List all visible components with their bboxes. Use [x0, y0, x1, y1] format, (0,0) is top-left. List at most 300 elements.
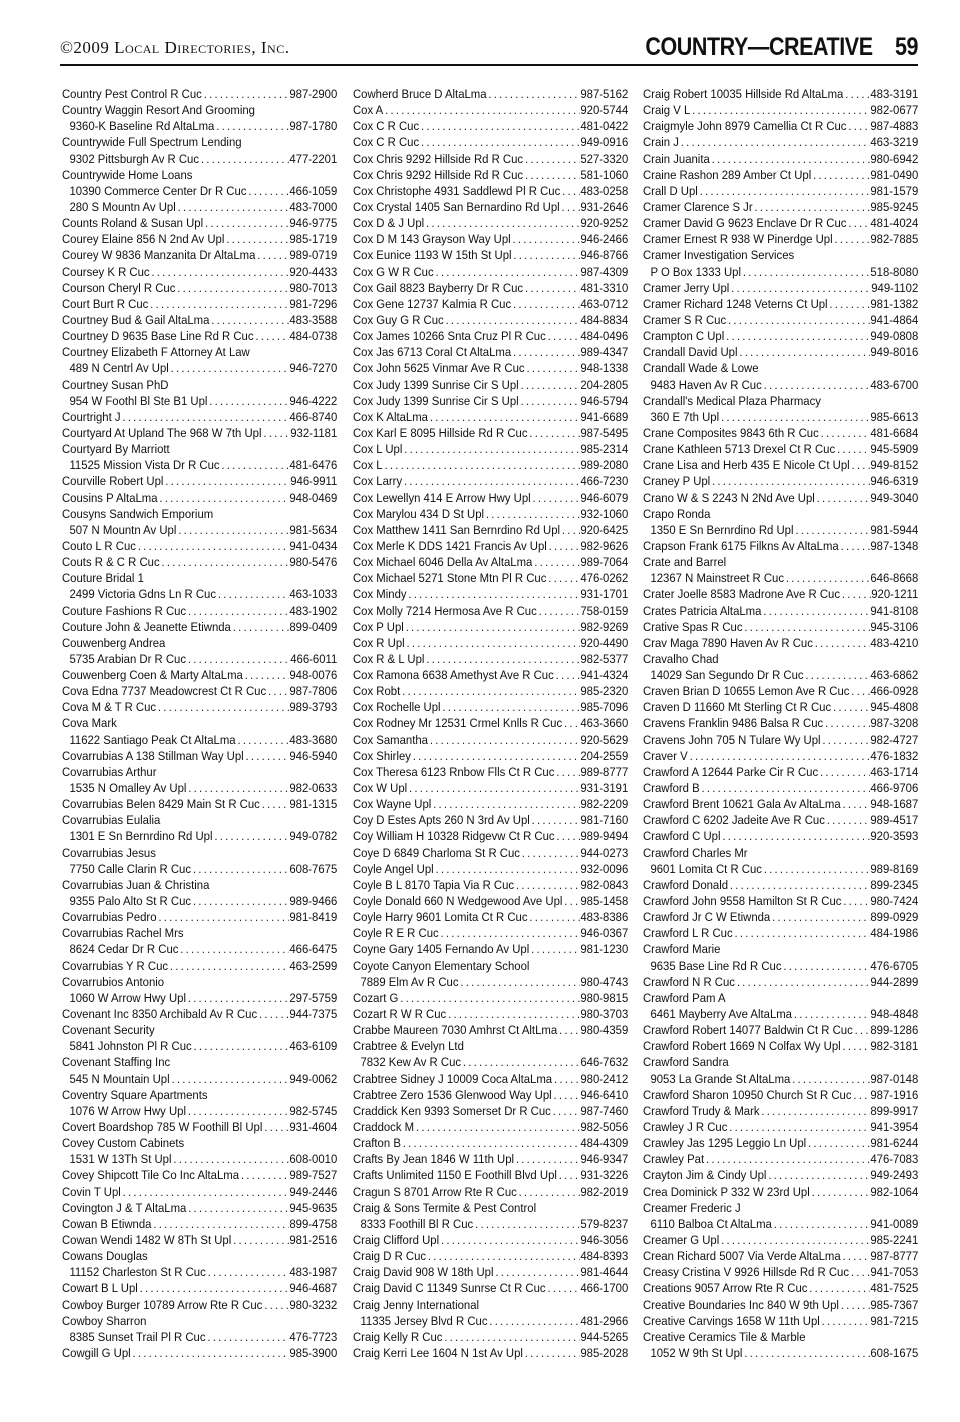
dot-leader [170, 1071, 290, 1087]
listing-entry [643, 554, 918, 570]
dot-leader [220, 457, 290, 473]
listing-name: Cox Marylou 434 D St Upl [353, 506, 485, 521]
dot-leader [514, 1151, 580, 1167]
listing-phone: 982-0633 [289, 781, 338, 796]
listing-entry [643, 893, 918, 909]
dot-leader [554, 764, 580, 780]
dot-leader [202, 86, 290, 102]
listing-phone: 941-0089 [870, 1216, 919, 1231]
listing-entry [62, 1264, 337, 1280]
listing-entry [353, 877, 628, 893]
listing-name: Cragun S 8701 Arrow Rte R Cuc [353, 1184, 517, 1199]
listing-name: Cox Chris 9292 Hillside Rd R Cuc [353, 167, 524, 182]
listing-name: Cox Guy G R Cuc [353, 312, 444, 327]
listing-phone: 931-3226 [580, 1168, 629, 1183]
dot-leader [724, 328, 870, 344]
listing-name: 507 N Mountn Av Upl [69, 522, 177, 537]
listing-name: 360 E 7th Upl [650, 409, 720, 424]
listing-name: Crandall Wade & Lowe [643, 361, 759, 376]
listing-phone: 982-5745 [289, 1103, 338, 1118]
listing-name: Craig Kelly R Cuc [353, 1329, 443, 1344]
copyright-publisher: ©2009 Local Directories, Inc. [60, 38, 290, 57]
listing-entry [62, 102, 337, 118]
listing-phone: 982-1064 [870, 1184, 919, 1199]
listing-phone: 948-4848 [870, 1007, 919, 1022]
dot-leader [806, 1135, 870, 1151]
listing-name: Crampton C Upl [643, 329, 725, 344]
listing-phone: 477-2201 [289, 151, 338, 166]
listing-phone: 989-4347 [580, 345, 629, 360]
listing-phone: 481-0422 [580, 119, 629, 134]
listing-name: Creamer Frederic J [643, 1200, 741, 1215]
listing-entry [62, 151, 337, 167]
listing-phone: 987-0148 [870, 1071, 919, 1086]
dot-leader [214, 118, 289, 134]
listing-phone: 985-2241 [870, 1232, 919, 1247]
listing-entry [62, 506, 337, 522]
listing-entry [62, 167, 337, 183]
dot-leader [176, 199, 290, 215]
dot-leader [244, 748, 290, 764]
listing-entry [353, 102, 628, 118]
listing-entry [643, 603, 918, 619]
listing-name: Cox Judy 1399 Sunrise Cir S Upl [353, 377, 519, 392]
listing-phone: 608-1675 [870, 1345, 919, 1360]
listing-phone: 484-8834 [580, 312, 629, 327]
listing-name: Crapo Ronda [643, 506, 711, 521]
listing-name: Coy William H 10328 Ridgevw Ct R Cuc [353, 829, 555, 844]
listing-phone: 949-2493 [870, 1168, 919, 1183]
listing-phone: 949-3040 [870, 490, 919, 505]
listing-entry [62, 893, 337, 909]
dot-leader [727, 1119, 870, 1135]
listing-entry [353, 1345, 628, 1361]
listing-entry [353, 1167, 628, 1183]
dot-leader [160, 554, 290, 570]
listing-phone: 463-3660 [580, 716, 629, 731]
listing-name: Cramer S R Cuc [643, 312, 727, 327]
listing-phone: 989-2080 [580, 458, 629, 473]
listing-phone: 920-5629 [580, 732, 629, 747]
listing-entry [62, 1103, 337, 1119]
dot-leader [720, 828, 870, 844]
listing-phone: 980-3703 [580, 1007, 629, 1022]
listing-phone: 981-1315 [289, 797, 338, 812]
listing-phone: 944-2899 [870, 974, 919, 989]
listing-entry [643, 974, 918, 990]
listing-name: Cox Shirley [353, 748, 411, 763]
dot-leader [224, 231, 289, 247]
listing-name: Crafts By Jean 1846 W 11th Upl [353, 1152, 515, 1167]
listing-name: 1301 E Sn Bernrdino Rd Upl [69, 829, 213, 844]
listing-phone: 481-6476 [289, 458, 338, 473]
dot-leader [157, 909, 290, 925]
dot-leader [150, 264, 290, 280]
dot-leader [407, 586, 581, 602]
listing-entry [643, 538, 918, 554]
listing-phone: 466-1700 [580, 1281, 629, 1296]
listing-entry [62, 570, 337, 586]
listing-name: Cox K AltaLma [353, 409, 428, 424]
listing-phone: 985-2320 [580, 684, 629, 699]
dot-leader [846, 215, 870, 231]
listing-phone: 466-0928 [870, 684, 919, 699]
listing-phone: 466-9706 [870, 781, 919, 796]
listing-name: Courson Cheryl R Cuc [62, 280, 176, 295]
listing-phone: 941-4324 [580, 668, 629, 683]
dot-leader [428, 732, 580, 748]
listing-name: Crative Spas R Cuc [643, 619, 743, 634]
listing-phone: 982-2019 [580, 1184, 629, 1199]
listing-entry [353, 457, 628, 473]
listing-phone: 981-6244 [870, 1136, 919, 1151]
dot-leader [461, 1054, 580, 1070]
listing-name: Cousins P AltaLma [62, 490, 158, 505]
listing-entry [353, 215, 628, 231]
listing-entry [62, 425, 337, 441]
listing-phone: 987-3208 [870, 716, 919, 731]
listing-phone: 949-1102 [871, 280, 919, 295]
dot-leader [398, 990, 580, 1006]
dot-leader [121, 409, 290, 425]
listing-name: 7832 Kew Av R Cuc [360, 1055, 462, 1070]
listing-phone: 899-9917 [870, 1103, 919, 1118]
listing-phone: 989-7527 [289, 1168, 338, 1183]
dot-leader [517, 1184, 581, 1200]
listing-name: 1076 W Arrow Hwy Upl [69, 1103, 186, 1118]
listing-name: Crawley Jas 1295 Leggio Ln Upl [643, 1136, 807, 1151]
listing-phone: 982-9269 [580, 619, 629, 634]
listing-name: Crawford L R Cuc [643, 926, 733, 941]
listing-entry [353, 231, 628, 247]
listing-entry [643, 990, 918, 1006]
listing-entry [643, 280, 918, 296]
listing-entry [353, 570, 628, 586]
listing-phone: 985-2028 [580, 1345, 629, 1360]
listing-entry [353, 312, 628, 328]
listing-entry [353, 1264, 628, 1280]
listing-phone: 484-8393 [580, 1249, 629, 1264]
listing-entry [643, 1054, 918, 1070]
dot-leader [484, 506, 580, 522]
dot-leader [529, 941, 580, 957]
dot-leader [551, 1103, 581, 1119]
listing-entry [643, 586, 918, 602]
listing-phone: 946-4687 [289, 1281, 338, 1296]
dot-leader [846, 118, 870, 134]
listing-entry [62, 683, 337, 699]
listing-entry [643, 570, 918, 586]
listing-entry [62, 441, 337, 457]
listing-name: Cousyns Sandwich Emporium [62, 506, 214, 521]
listing-entry [643, 441, 918, 457]
dot-leader [402, 441, 580, 457]
dot-leader [158, 490, 290, 506]
listing-name: Couture Fashions R Cuc [62, 603, 187, 618]
listing-name: Craig V L [643, 103, 691, 118]
listing-phone: 466-6475 [289, 942, 338, 957]
listing-entry [353, 1022, 628, 1038]
listing-name: 545 N Mountain Upl [69, 1071, 170, 1086]
listing-entry [353, 360, 628, 376]
listing-phone: 932-0096 [580, 861, 629, 876]
listing-phone: 466-8740 [289, 409, 338, 424]
listing-name: 954 W Foothl Bl Ste B1 Upl [69, 393, 208, 408]
listing-phone: 920-6425 [580, 522, 629, 537]
listing-entry [62, 134, 337, 150]
dot-leader [546, 1280, 581, 1296]
listing-entry [353, 554, 628, 570]
listing-phone: 483-0258 [580, 183, 629, 198]
listing-entry [62, 1200, 337, 1216]
listing-phone: 920-4490 [580, 635, 629, 650]
listing-phone: 989-9494 [580, 829, 629, 844]
listing-entry [62, 812, 337, 828]
listing-name: 9355 Palo Alto St R Cuc [69, 894, 192, 909]
listing-name: 9635 Base Line Rd R Cuc [650, 958, 782, 973]
listing-phone: 989-3793 [289, 700, 338, 715]
dot-leader [784, 570, 870, 586]
dot-leader [841, 796, 871, 812]
listing-phone: 981-8419 [289, 910, 338, 925]
listing-name: Country Pest Control R Cuc [62, 87, 202, 101]
dot-leader [191, 893, 289, 909]
listing-name: Coyle B L 8170 Tapia Via R Cuc [353, 877, 515, 892]
listing-name: Courtyard At Upland The 968 W 7th Upl [62, 425, 262, 440]
listing-entry [62, 215, 337, 231]
listing-entry [643, 215, 918, 231]
dot-leader [552, 1087, 581, 1103]
listing-phone: 981-7160 [580, 813, 629, 828]
listing-phone: 941-6689 [580, 409, 629, 424]
listing-entry [353, 941, 628, 957]
listing-entry [353, 344, 628, 360]
dot-leader [849, 683, 870, 699]
listing-name: Coye D 6849 Charloma St R Cuc [353, 845, 520, 860]
listing-entry [62, 264, 337, 280]
listing-name: Courtright J [62, 409, 121, 424]
dot-leader [531, 490, 581, 506]
listing-name: Crafts Unlimited 1150 E Foothill Blvd Upl [353, 1168, 557, 1183]
listing-phone: 987-1780 [289, 119, 338, 134]
listing-name: Crawford Sandra [643, 1055, 729, 1070]
dot-leader [552, 1071, 580, 1087]
listing-phone: 941-8108 [870, 603, 919, 618]
listing-name: Courtyard By Marriott [62, 442, 170, 457]
listing-name: Craven Brian D 10655 Lemon Ave R Cuc [643, 684, 850, 699]
listing-entry [353, 1313, 628, 1329]
listing-name: Cramer Investigation Services [643, 248, 795, 263]
listing-name: Courtney Susan PhD [62, 377, 169, 392]
listing-phone: 949-0808 [870, 329, 919, 344]
listing-name: Cravalho Chad [643, 651, 719, 666]
dot-leader [206, 1264, 290, 1280]
listing-phone: 946-4222 [289, 393, 338, 408]
listing-phone: 463-6862 [870, 668, 919, 683]
dot-leader [257, 1006, 289, 1022]
listing-entry [353, 667, 628, 683]
listing-name: Countrywide Home Loans [62, 167, 193, 182]
listing-name: Craig David 908 W 18th Upl [353, 1265, 494, 1280]
listing-phone: 899-0929 [870, 910, 919, 925]
listing-name: Creasy Cristina V 9926 Hillsde Rd R Cuc [643, 1265, 849, 1280]
dot-leader [555, 828, 581, 844]
listing-phone: 476-6705 [870, 958, 919, 973]
listing-name: Cox Michael 6046 Della Av AltaLma [353, 555, 533, 570]
listing-entry [643, 1167, 918, 1183]
listing-entry [62, 538, 337, 554]
dot-leader [562, 715, 580, 731]
dot-leader [810, 1184, 871, 1200]
listing-phone: 987-8777 [870, 1249, 919, 1264]
listing-name: Covert Boardshop 785 W Foothill Bl Upl [62, 1120, 263, 1134]
dot-leader [853, 1022, 871, 1038]
listing-phone: 981-1230 [580, 942, 629, 957]
listing-phone: 949-0062 [289, 1071, 338, 1086]
dot-leader [169, 360, 290, 376]
dot-leader [439, 1232, 580, 1248]
dot-leader [554, 667, 581, 683]
dot-leader [519, 393, 581, 409]
listing-entry [62, 1345, 337, 1361]
listing-entry [62, 877, 337, 893]
listing-phone: 608-7675 [289, 861, 338, 876]
listing-entry [643, 522, 918, 538]
listing-name: Covenant Inc 8350 Archibald Av R Cuc [62, 1007, 258, 1022]
dot-leader [514, 877, 580, 893]
listing-name: Craig Jenny International [353, 1297, 480, 1312]
listing-name: 14029 San Segundo Dr R Cuc [650, 668, 804, 683]
listing-phone: 981-7296 [289, 296, 338, 311]
listing-entry [353, 441, 628, 457]
listing-entry [643, 312, 918, 328]
listing-entry [643, 264, 918, 280]
listing-entry [62, 328, 337, 344]
dot-leader [839, 1297, 870, 1313]
listing-name: Crawford A 12644 Parke Cir R Cuc [643, 764, 819, 779]
page-header [60, 32, 918, 66]
listing-entry [353, 1280, 628, 1296]
listing-name: Coyote Canyon Elementary School [353, 958, 530, 973]
listing-name: Creative Boundaries Inc 840 W 9th Upl [643, 1297, 839, 1312]
dot-leader [511, 344, 580, 360]
listing-name: Courtney D 9635 Base Line Rd R Cuc [62, 329, 254, 344]
listing-entry [643, 925, 918, 941]
listing-name: Crabtree & Evelyn Ltd [353, 1039, 464, 1054]
listing-phone: 982-4727 [870, 732, 919, 747]
dot-leader [199, 151, 289, 167]
listing-name: Court Burt R Cuc [62, 296, 149, 311]
listing-phone: 946-6079 [580, 490, 629, 505]
listing-name: Cox John 5625 Vinmar Ave R Cuc [353, 361, 525, 376]
listing-entry [643, 506, 918, 522]
dot-leader [262, 425, 291, 441]
listing-entry [62, 1216, 337, 1232]
listing-name: Cox Theresa 6123 Rnbow Flls Ct R Cuc [353, 764, 555, 779]
listing-entry [643, 457, 918, 473]
listing-name: 8624 Cedar Dr R Cuc [69, 942, 179, 957]
listing-name: Cox Judy 1399 Sunrise Cir S Upl [353, 393, 519, 408]
listing-phone: 982-5056 [580, 1120, 629, 1134]
listing-phone: 987-2900 [289, 87, 338, 101]
listing-entry [62, 732, 337, 748]
listing-name: Crayton Jim & Cindy Upl [643, 1168, 767, 1183]
listing-phone: 980-5476 [289, 555, 338, 570]
listing-name: Cox R & L Upl [353, 651, 425, 666]
listing-name: Crater Joelle 8583 Madrone Ave R Cuc [643, 587, 841, 602]
section-range: COUNTRY—CREATIVE [645, 33, 873, 61]
listing-name: Cova Edna 7737 Meadowcrest Ct R Cuc [62, 684, 267, 699]
dot-leader [206, 1329, 290, 1345]
listing-entry [353, 280, 628, 296]
listing-entry [353, 425, 628, 441]
listing-entry [62, 990, 337, 1006]
listing-phone: 981-1579 [870, 183, 919, 198]
listing-name: Cox Merle K DDS 1421 Francis Av Upl [353, 538, 547, 553]
listing-name: 1052 W 9th St Upl [650, 1345, 743, 1360]
listing-entry [643, 828, 918, 844]
listing-name: Cox C R Cuc [353, 119, 420, 134]
listing-entry [353, 1054, 628, 1070]
listing-entry [62, 312, 337, 328]
dot-leader [726, 312, 870, 328]
listing-name: Cox L [353, 458, 383, 473]
listing-entry [62, 86, 337, 102]
listing-entry [62, 715, 337, 731]
listing-entry [643, 1135, 918, 1151]
listing-entry [353, 715, 628, 731]
dot-leader [446, 1006, 580, 1022]
listing-phone: 297-5759 [289, 990, 338, 1005]
listing-name: Cox P Upl [353, 619, 404, 634]
listing-entry [643, 1297, 918, 1313]
listing-phone: 945-5909 [870, 442, 919, 457]
listing-name: Crean Richard 5007 Via Verde AltaLma [643, 1249, 841, 1264]
dot-leader [679, 134, 870, 150]
dot-leader [424, 215, 580, 231]
listing-name: 7889 Elm Av R Cuc [360, 974, 459, 989]
listing-phone: 483-3680 [289, 732, 338, 747]
listing-name: Creations 9057 Arrow Rte R Cuc [643, 1281, 808, 1296]
dot-leader [434, 861, 581, 877]
listing-entry [353, 958, 628, 974]
dot-leader [770, 909, 870, 925]
dot-leader [766, 1167, 870, 1183]
dot-leader [704, 1151, 870, 1167]
dot-leader [441, 699, 581, 715]
listing-name: Covarrubias Pedro [62, 910, 157, 925]
listing-name: 8385 Sunset Trail Pl R Cuc [69, 1329, 206, 1344]
listing-name: Craigmyle John 8979 Camellia Ct R Cuc [643, 119, 847, 134]
listing-name: Counts Roland & Susan Upl [62, 216, 204, 231]
listing-name: Crawford Robert 1669 N Colfax Wy Upl [643, 1039, 841, 1054]
listing-phone: 982-3181 [870, 1039, 919, 1054]
dot-leader [419, 118, 580, 134]
listing-name: Coursey K R Cuc [62, 264, 150, 279]
listing-entry [353, 748, 628, 764]
listing-name: Covarrubias Jesus [62, 845, 156, 860]
listing-entry [353, 925, 628, 941]
listing-phone: 931-1701 [580, 587, 629, 602]
listing-name: Cox Robt [353, 684, 401, 699]
dot-leader [688, 748, 871, 764]
dot-leader [831, 699, 870, 715]
listing-name: Craig Robert 10035 Hillside Rd AltaLma [643, 87, 844, 101]
listing-phone: 463-0712 [580, 296, 629, 311]
listing-entry [643, 861, 918, 877]
dot-leader [823, 715, 870, 731]
listing-name: 6110 Balboa Ct AltaLma [650, 1216, 772, 1231]
